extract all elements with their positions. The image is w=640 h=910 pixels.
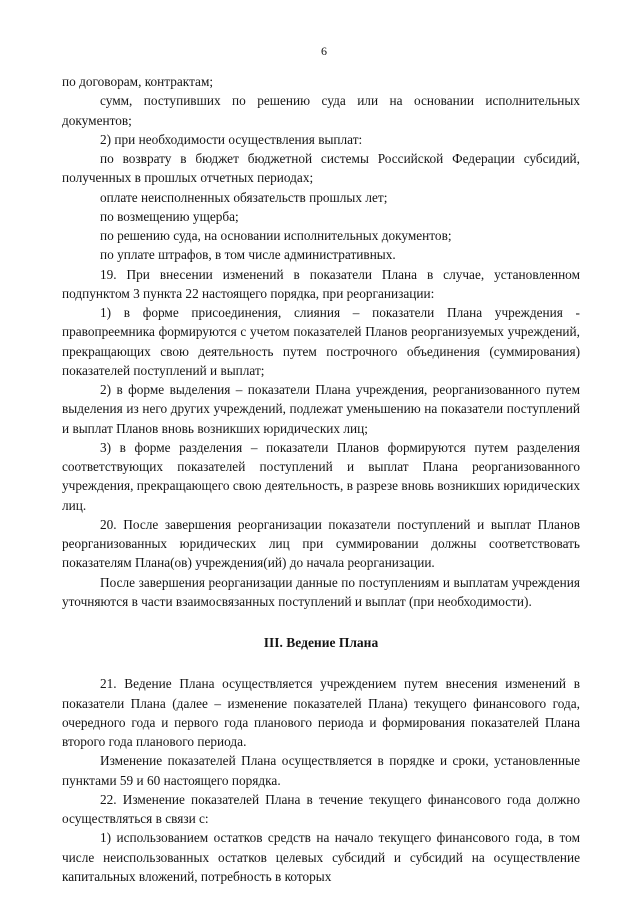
- paragraph: После завершения реорганизации данные по поступлениям и выплатам учреждения уточняются в части взаимосвязанных поступлений и выплат (при необходимости).: [62, 574, 580, 609]
- paragraph: оплате неисполненных обязательств прошлых лет;: [100, 189, 388, 205]
- document-body: [62, 72, 580, 886]
- paragraph: по возврату в бюджет бюджетной системы Российской Федерации субсидий, полученных в прошлых отчетных периодах;: [62, 151, 580, 186]
- paragraph: 3) в форме разделения – показатели Планов формируются путем разделения соответствующих показателей поступлений и выплат Плана реорганизованного учреждения, прекращающего свою деятельность, в разрезе вновь возникших юридических лиц.: [62, 439, 580, 513]
- paragraph: 1) использованием остатков средств на начало текущего финансового года, в том числе неиспользованных остатков целевых субсидий и субсидий на осуществление капитальных вложений, потребность в которых: [62, 830, 580, 884]
- paragraph: 20. После завершения реорганизации показатели поступлений и выплат Планов реорганизованных юридических лиц при суммировании должны соответствовать показателям Плана(ов) учреждения(ий) до начала реорганизации.: [62, 516, 580, 571]
- paragraph: по договорам, контрактам;: [62, 74, 214, 89]
- paragraph: 2) при необходимости осуществления выплат:: [100, 131, 363, 147]
- paragraph: Изменение показателей Плана осуществляется в порядке и сроки, установленные пунктами 59 и 60 настоящего порядка.: [62, 753, 580, 788]
- paragraph: 19. При внесении изменений в показатели Плана в случае, установленном подпунктом 3 пункта 22 настоящего порядка, при реорганизации:: [62, 266, 580, 301]
- paragraph: 1) в форме присоединения, слияния – показатели Плана учреждения - правопреемника формируются с учетом показателей Планов реорганизуемых учреждений, прекращающих свою деятельность путем построчного объединения (суммирования) показателей поступлений и выплат;: [62, 305, 580, 378]
- paragraph: 2) в форме выделения – показатели Плана учреждения, реорганизованного путем выделения из него других учреждений, подлежат уменьшению на показатели поступлений и выплат Планов вновь возникших юридических лиц;: [62, 382, 580, 436]
- paragraph: сумм, поступивших по решению суда или на основании исполнительных документов;: [62, 93, 580, 128]
- paragraph: по уплате штрафов, в том числе административных.: [100, 247, 396, 263]
- section-heading: III. Ведение Плана: [263, 635, 379, 650]
- page-number: 6: [321, 44, 327, 58]
- paragraphs-before-heading: [62, 72, 580, 611]
- paragraph: по решению суда, на основании исполнительных документов;: [100, 228, 452, 243]
- paragraph: 21. Ведение Плана осуществляется учреждением путем внесения изменений в показатели Плана (далее – изменение показателей Плана) текущего финансового года, очередного года и первого года планового периода и формирования показателей Плана второго года планового периода.: [62, 676, 580, 749]
- paragraphs-after-heading: [62, 674, 580, 886]
- paragraph: 22. Изменение показателей Плана в течение текущего финансового года должно осуществляться в связи с:: [62, 791, 580, 826]
- paragraph: по возмещению ущерба;: [100, 208, 239, 224]
